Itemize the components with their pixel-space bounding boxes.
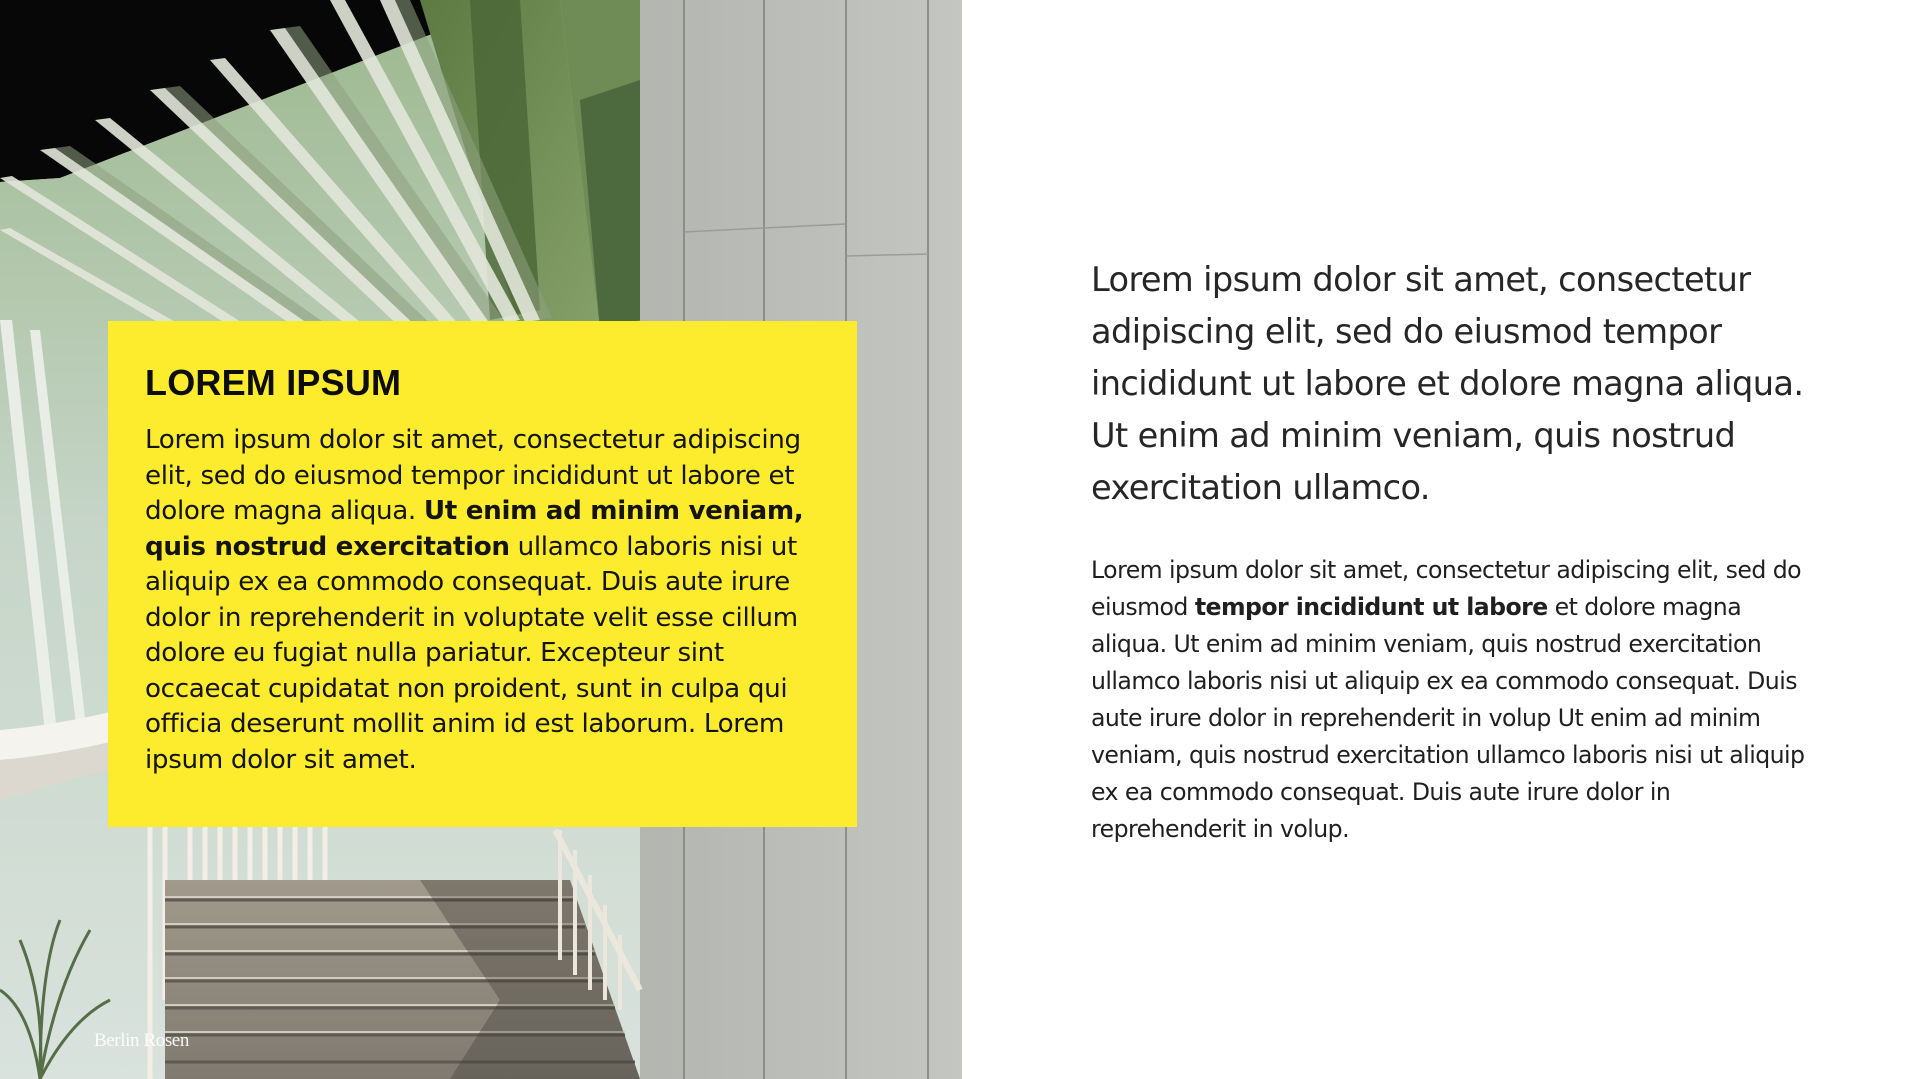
lead-paragraph: Lorem ipsum dolor sit amet, consectetur adipiscing elit, sed do eiusmod tempor incididunt ut labore et dolore magna aliqua. Ut enim ad minim veniam, quis nostrud exercitation ullamco. — [1091, 260, 1804, 507]
photo-credit-watermark: Berlin Rosen — [94, 1030, 189, 1051]
card-paragraph-bold: Ut enim ad minim veniam, quis nostrud exercitation — [145, 496, 804, 562]
card-paragraph-text-cont: ullamco laboris nisi ut aliquip ex ea commodo consequat. Duis aute irure dolor in reprehenderit in voluptate velit esse cillum dolore eu fugiat nulla pariatur. Excepteur sint occaecat cupidatat non proident, sunt in culpa qui officia deserunt mollit anim id est laborum. Lorem ipsum dolor sit amet. — [145, 531, 798, 775]
body-paragraph-text: Lorem ipsum dolor sit amet, consectetur adipiscing elit, sed do eiusmod — [1091, 556, 1802, 621]
card-paragraph-text: Lorem ipsum dolor sit amet, consectetur adipiscing elit, sed do eiusmod tempor incididunt ut labore et dolore magna aliqua. — [145, 425, 801, 526]
body-paragraph-text-cont: et dolore magna aliqua. Ut enim ad minim veniam, quis nostrud exercitation ullamco laboris nisi ut aliquip ex ea commodo consequat. Duis aute irure dolor in reprehenderit in volup Ut enim ad minim veniam, quis nostrud exercitation ullamco laboris nisi ut aliquip ex ea commodo consequat. Duis aute irure dolor in reprehenderit in volup. — [1091, 593, 1805, 843]
body-paragraph-bold: tempor incididunt ut labore — [1194, 593, 1548, 621]
highlight-card — [108, 321, 857, 827]
right-text-column — [1091, 254, 1811, 848]
body-paragraph — [1091, 552, 1811, 848]
card-heading: LOREM IPSUM — [145, 362, 402, 403]
card-paragraph — [145, 423, 821, 778]
